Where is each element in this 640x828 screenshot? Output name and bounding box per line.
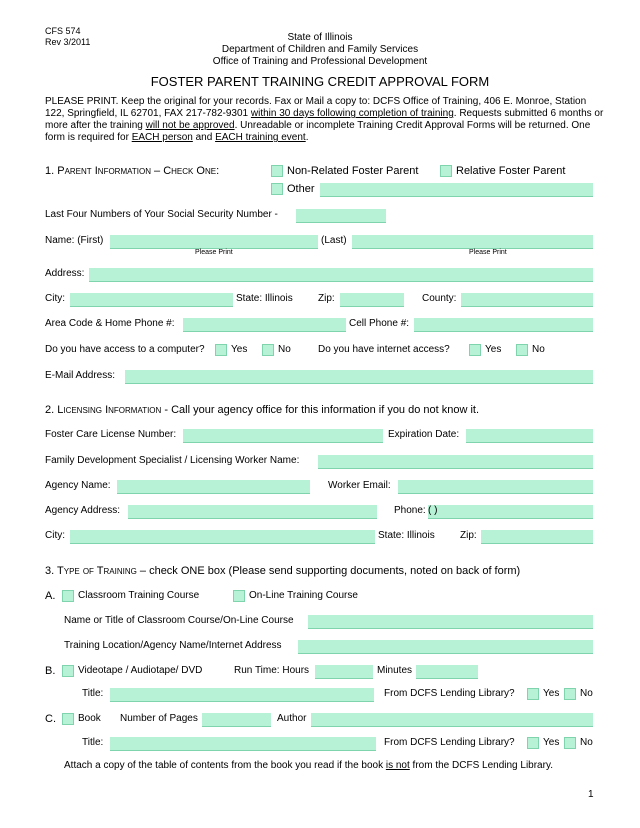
- relative-checkbox[interactable]: [440, 165, 452, 177]
- run-time-label: Run Time: Hours: [234, 665, 310, 676]
- video-lending-no-label: No: [580, 688, 593, 699]
- first-name-field[interactable]: [110, 235, 318, 249]
- license-field[interactable]: [183, 429, 383, 443]
- author-label: Author: [277, 713, 307, 724]
- computer-question: Do you have access to a computer?: [45, 344, 205, 355]
- option-a-letter: A.: [45, 590, 56, 602]
- county-label: County:: [422, 293, 457, 304]
- page-number: 1: [588, 789, 594, 800]
- book-title-field[interactable]: [110, 737, 376, 751]
- expiration-field[interactable]: [466, 429, 593, 443]
- video-lending-yes-checkbox[interactable]: [527, 688, 539, 700]
- instructions-line-2: 122, Springfield, IL 62701, FAX 217-782-9301 within 30 days following completion of training. Requests submitted 6 months or: [45, 108, 604, 119]
- internet-no-label: No: [532, 344, 545, 355]
- internet-question: Do you have internet access?: [318, 344, 450, 355]
- agency-name-label: Agency Name:: [45, 480, 111, 491]
- relative-label: Relative Foster Parent: [456, 165, 566, 177]
- instructions: [45, 96, 605, 144]
- video-lending-yes-label: Yes: [543, 688, 560, 699]
- license-label: Foster Care License Number:: [45, 429, 177, 440]
- ssn-field[interactable]: [296, 209, 386, 223]
- department-name: Department of Children and Family Services: [221, 44, 419, 55]
- agency-city-field[interactable]: [70, 530, 375, 544]
- form-number: CFS 574: [45, 26, 81, 36]
- please-print-last: Please Print: [469, 249, 507, 256]
- agency-address-label: Agency Address:: [45, 505, 121, 516]
- agency-zip-field[interactable]: [481, 530, 593, 544]
- section-1-heading: 1. Parent Information – Check One:: [45, 165, 220, 177]
- other-field[interactable]: [320, 183, 593, 197]
- last-name-label: (Last): [321, 235, 347, 246]
- classroom-checkbox[interactable]: [62, 590, 74, 602]
- agency-name-field[interactable]: [117, 480, 310, 494]
- instructions-line-1: PLEASE PRINT. Keep the original for your records. Fax or Mail a copy to: DCFS Office of Training, 406 E. Monroe, Station: [45, 96, 587, 107]
- other-checkbox[interactable]: [271, 183, 283, 195]
- attach-note: Attach a copy of the table of contents from the book you read if the book is not from the DCFS Lending Library.: [64, 760, 553, 771]
- agency-phone-field[interactable]: [428, 505, 593, 519]
- address-label: Address:: [45, 268, 85, 279]
- office-name: Office of Training and Professional Development: [212, 56, 428, 67]
- agency-city-label: City:: [45, 530, 65, 541]
- other-label: Other: [287, 183, 315, 195]
- cell-phone-label: Cell Phone #:: [349, 318, 410, 329]
- worker-email-field[interactable]: [398, 480, 593, 494]
- course-name-label: Name or Title of Classroom Course/On-Line Course: [64, 615, 294, 626]
- classroom-label: Classroom Training Course: [78, 590, 200, 601]
- phone-area-code: ( ): [428, 505, 438, 516]
- minutes-label: Minutes: [377, 665, 413, 676]
- cell-phone-field[interactable]: [414, 318, 593, 332]
- instructions-line-3: more after the training will not be approved. Unreadable or incomplete Training Credit Approval Forms will be returned. One: [45, 120, 591, 131]
- ssn-label: Last Four Numbers of Your Social Security Number -: [45, 209, 278, 220]
- internet-yes-label: Yes: [485, 344, 502, 355]
- first-name-label: Name: (First): [45, 235, 104, 246]
- author-field[interactable]: [311, 713, 593, 727]
- agency-address-field[interactable]: [128, 505, 377, 519]
- email-label: E-Mail Address:: [45, 370, 116, 381]
- instructions-line-4: form is required for EACH person and EACH training event.: [45, 132, 309, 143]
- worker-name-label: Family Development Specialist / Licensing Worker Name:: [45, 455, 300, 466]
- computer-no-checkbox[interactable]: [262, 344, 274, 356]
- video-lending-no-checkbox[interactable]: [564, 688, 576, 700]
- email-field[interactable]: [125, 370, 593, 384]
- agency-phone-label: Phone:: [394, 505, 426, 516]
- nonrelated-label: Non-Related Foster Parent: [287, 165, 419, 177]
- book-lending-question: From DCFS Lending Library?: [384, 737, 515, 748]
- address-field[interactable]: [89, 268, 593, 282]
- form-title: FOSTER PARENT TRAINING CREDIT APPROVAL FORM: [150, 74, 490, 89]
- book-checkbox[interactable]: [62, 713, 74, 725]
- computer-yes-label: Yes: [231, 344, 248, 355]
- book-label: Book: [78, 713, 101, 724]
- book-lending-yes-label: Yes: [543, 737, 560, 748]
- computer-no-label: No: [278, 344, 291, 355]
- revision-date: Rev 3/2011: [45, 37, 91, 47]
- book-title-label: Title:: [82, 737, 104, 748]
- nonrelated-checkbox[interactable]: [271, 165, 283, 177]
- internet-yes-checkbox[interactable]: [469, 344, 481, 356]
- book-lending-no-checkbox[interactable]: [564, 737, 576, 749]
- zip-label: Zip:: [318, 293, 335, 304]
- pages-field[interactable]: [202, 713, 271, 727]
- computer-yes-checkbox[interactable]: [215, 344, 227, 356]
- online-label: On-Line Training Course: [249, 590, 358, 601]
- last-name-field[interactable]: [352, 235, 593, 249]
- expiration-label: Expiration Date:: [388, 429, 460, 440]
- hours-field[interactable]: [315, 665, 373, 679]
- book-lending-yes-checkbox[interactable]: [527, 737, 539, 749]
- option-c-letter: C.: [45, 713, 56, 725]
- online-checkbox[interactable]: [233, 590, 245, 602]
- county-field[interactable]: [461, 293, 593, 307]
- option-b-letter: B.: [45, 665, 56, 677]
- city-label: City:: [45, 293, 65, 304]
- state-label: State: Illinois: [236, 293, 293, 304]
- agency-state-label: State: Illinois: [378, 530, 435, 541]
- location-label: Training Location/Agency Name/Internet Address: [64, 640, 282, 651]
- location-field[interactable]: [298, 640, 593, 654]
- worker-name-field[interactable]: [318, 455, 593, 469]
- internet-no-checkbox[interactable]: [516, 344, 528, 356]
- video-label: Videotape / Audiotape/ DVD: [78, 665, 203, 676]
- agency-zip-label: Zip:: [460, 530, 477, 541]
- worker-email-label: Worker Email:: [328, 480, 391, 491]
- zip-field[interactable]: [340, 293, 404, 307]
- section-2-heading: 2. Licensing Information - Call your agency office for this information if you do not know it.: [45, 404, 480, 416]
- state-name: State of Illinois: [287, 32, 353, 43]
- video-title-field[interactable]: [110, 688, 374, 702]
- home-phone-field[interactable]: [183, 318, 346, 332]
- please-print-first: Please Print: [195, 249, 233, 256]
- home-phone-label: Area Code & Home Phone #:: [45, 318, 175, 329]
- video-lending-question: From DCFS Lending Library?: [384, 688, 515, 699]
- course-name-field[interactable]: [308, 615, 593, 629]
- minutes-field[interactable]: [416, 665, 478, 679]
- video-title-label: Title:: [82, 688, 104, 699]
- video-checkbox[interactable]: [62, 665, 74, 677]
- book-lending-no-label: No: [580, 737, 593, 748]
- city-field[interactable]: [70, 293, 233, 307]
- section-3-heading: 3. Type of Training – check ONE box (Please send supporting documents, noted on back of form): [45, 565, 521, 577]
- pages-label: Number of Pages: [120, 713, 198, 724]
